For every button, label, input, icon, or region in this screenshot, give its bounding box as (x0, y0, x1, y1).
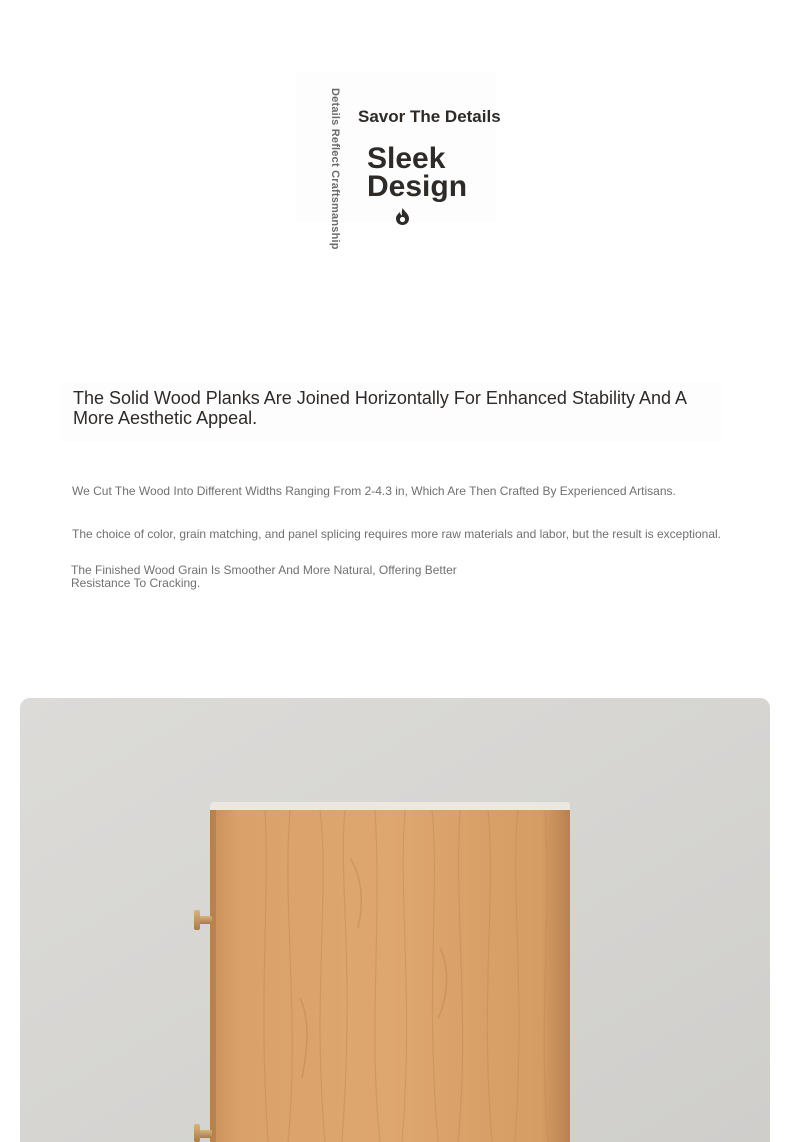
hero-title: Sleek Design (367, 142, 468, 203)
flame-icon (394, 207, 411, 226)
hero-subtitle: Savor The Details (358, 107, 501, 126)
vertical-tagline: Details Reflect Craftsmanship (329, 88, 341, 250)
paragraph-materials: The choice of color, grain matching, and panel splicing requires more raw materials and labor, but the result is exceptional. (72, 527, 722, 541)
statement-heading: The Solid Wood Planks Are Joined Horizontally For Enhanced Stability And A More Aesthetic Appeal. (73, 388, 687, 428)
oak-wood-cabinet-photo (20, 698, 770, 1142)
paragraph-wood-grain: The Finished Wood Grain Is Smoother And More Natural, Offering Better Resistance To Cracking. (71, 563, 457, 590)
cabinet-illustration (20, 698, 770, 1142)
paragraph-width-range: We Cut The Wood Into Different Widths Ranging From 2-4.3 in, Which Are Then Crafted By Experienced Artisans. (72, 484, 676, 498)
